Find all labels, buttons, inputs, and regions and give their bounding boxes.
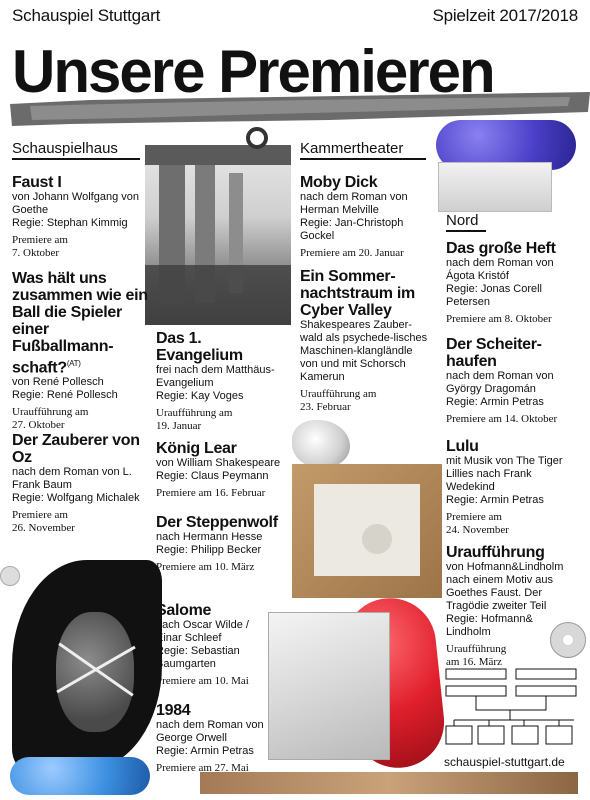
premiere-desc: nach dem Roman von George Orwell Regie: Armin Petras [156,719,264,757]
bottom-paper-strip-image [200,772,578,794]
premiere-date: Premiere am 10. März [156,561,255,573]
premiere-date: Uraufführung am 19. Januar [156,407,233,432]
premiere-entry [446,240,580,326]
premiere-title: Der Zauberer von Oz [12,432,140,466]
dark-ring-image [246,127,268,149]
marble-block-image [268,612,390,760]
premiere-title: Der Steppenwolf [156,514,278,531]
premiere-desc: nach Oscar Wilde / Einar Schleef Regie: Sebastian Baumgarten [156,619,249,670]
premiere-title: Ein Sommer-nachtstraum im Cyber Valley [300,268,415,319]
premiere-title: Uraufführung [446,544,545,561]
premiere-title: Salome [156,602,212,619]
season-label: Spielzeit 2017/2018 [432,6,578,25]
premiere-date: Premiere am 24. November [446,511,509,536]
premiere-entry [12,432,152,535]
premiere-desc: von Johann Wolfgang von Goethe Regie: Stephan Kimmig [12,191,139,229]
page-title: Unsere Premieren [12,38,494,105]
section-kammertheater: Kammertheater [300,140,426,160]
premiere-entry [156,602,268,688]
premiere-date: Premiere am 14. Oktober [446,413,558,425]
white-stone-image [292,420,350,468]
premiere-desc: von René Pollesch Regie: René Pollesch [12,376,118,402]
blue-pill-image [10,757,150,795]
premiere-desc: nach dem Roman von L. Frank Baum Regie: Wolfgang Michalek [12,466,140,504]
premiere-entry [300,174,428,260]
premiere-desc: Shakespeares Zauber-wald als psychede-lisches Maschinen-klangländle von und mit Schorsch Kamerun [300,319,428,383]
premiere-date: Premiere am 7. Oktober [12,234,68,259]
premiere-entry [156,514,286,574]
premiere-desc: nach dem Roman von György Dragomán Regie: Armin Petras [446,370,554,408]
premiere-date: Premiere am 16. Februar [156,487,266,499]
premiere-date: Uraufführung am 16. März [446,643,507,668]
premiere-title: Faust I [12,174,62,191]
premiere-desc: mit Musik von The Tiger Lillies nach Frank Wedekind Regie: Armin Petras [446,455,563,506]
premiere-desc: nach dem Roman von Ágota Kristóf Regie: Jonas Corell Petersen [446,257,554,308]
premiere-entry [156,330,292,433]
premiere-date: Uraufführung am 23. Februar [300,388,377,413]
premiere-entry [156,702,268,775]
premiere-date: Premiere am 10. Mai [156,675,249,687]
premiere-entry [446,336,580,426]
section-nord: Nord [446,212,486,232]
website-link[interactable]: schauspiel-stuttgart.de [444,755,565,769]
premiere-title: König Lear [156,440,237,457]
theater-name: Schauspiel Stuttgart [12,6,161,25]
premiere-entry [446,438,580,537]
premiere-date: Premiere am 27. Mai [156,762,249,774]
premiere-desc: nach Hermann Hesse Regie: Philipp Becker [156,531,263,556]
premiere-title: Was hält uns zusammen wie ein Ball die Spieler einer Fußballmann-schaft? [12,270,148,377]
org-chart-diagram [444,668,584,752]
premiere-title: Der Scheiter-haufen [446,336,542,370]
premiere-title: Lulu [446,438,479,455]
premiere-desc: von William Shakespeare Regie: Claus Peymann [156,457,281,482]
premiere-date: Uraufführung am 27. Oktober [12,406,89,432]
white-block-image [438,162,552,212]
premiere-title: 1984 [156,702,191,719]
temple-ruins-photo [145,145,291,325]
premiere-desc: frei nach dem Matthäus-Evangelium Regie: Kay Voges [156,364,275,402]
premiere-date: Premiere am 20. Januar [300,247,404,259]
premiere-entry [12,270,152,432]
premiere-desc: nach dem Roman von Herman Melville Regie: Jan-Christoph Gockel [300,191,408,242]
premiere-entry [156,440,292,500]
premiere-title-sup: (AT) [66,359,81,368]
premiere-title: Das 1. Evangelium [156,330,243,364]
premiere-entry [446,544,580,669]
premiere-title: Moby Dick [300,174,378,191]
premiere-entry [12,174,152,260]
cracked-rock-image [56,612,134,732]
premiere-date: Premiere am 8. Oktober [446,313,552,325]
plaster-mold-image [292,464,442,598]
premiere-desc: von Hofmann&Lindholm nach einem Motiv aus Goethes Faust. Der Tragödie zweiter Teil Regie: Hofmann& Lindholm [446,561,564,638]
small-disc-image [0,566,20,586]
premiere-title: Das große Heft [446,240,556,257]
section-schauspielhaus: Schauspielhaus [12,140,140,160]
premiere-date: Premiere am 26. November [12,509,75,534]
premiere-entry [300,268,430,414]
